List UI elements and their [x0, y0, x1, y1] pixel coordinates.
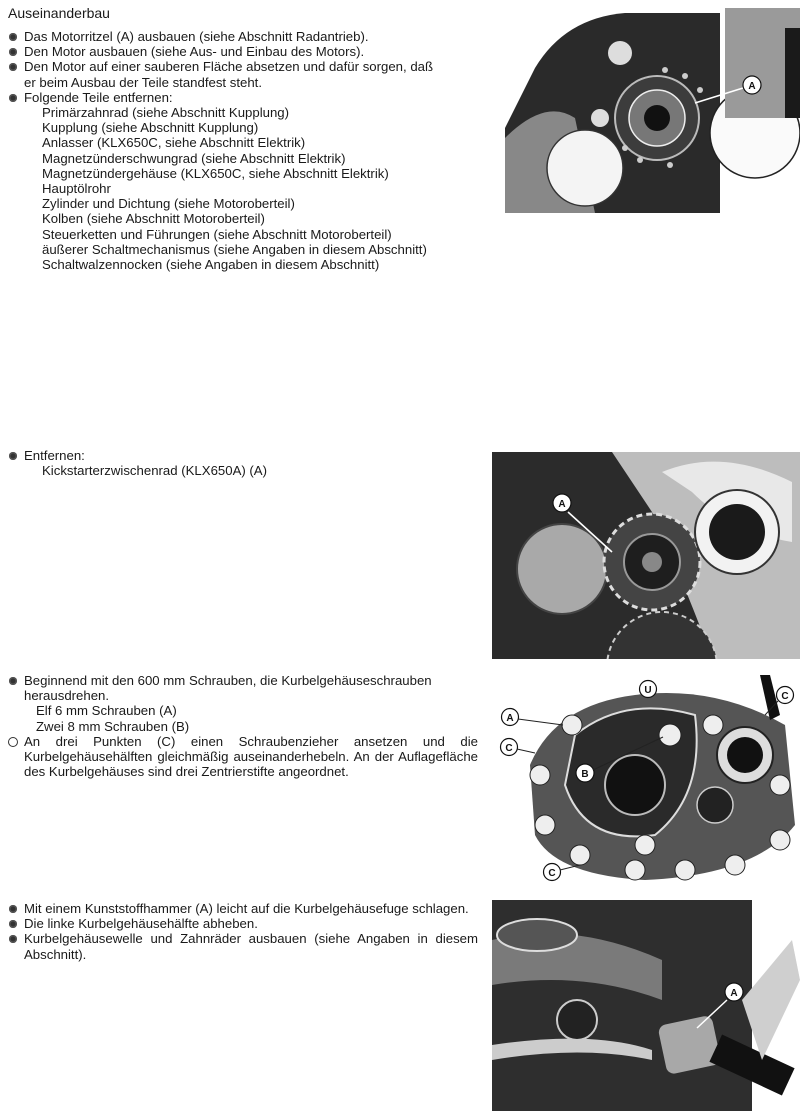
- figure-kickstarter-idler-gear: [492, 452, 800, 659]
- svg-text:C: C: [548, 868, 556, 879]
- part-item: Kickstarterzwischenrad (KLX650A) (A): [42, 463, 267, 479]
- part-item: Steuerketten und Führungen (siehe Abschnitt Motoroberteil): [42, 226, 392, 242]
- svg-text:C: C: [781, 691, 789, 702]
- figure-engine-sprocket: [505, 8, 800, 213]
- part-item: äußerer Schaltmechanismus (siehe Angaben in diesem Abschnitt): [42, 241, 427, 257]
- part-item: Primärzahnrad (siehe Abschnitt Kupplung): [42, 105, 290, 121]
- step-bullet: Folgende Teile entfernen:: [8, 90, 478, 105]
- step-bullet: Mit einem Kunststoffhammer (A) leicht auf die Kurbelgehäusefuge schlagen.: [8, 901, 478, 916]
- figure-plastic-hammer: [492, 900, 800, 1111]
- svg-text:C: C: [505, 743, 513, 754]
- step-continuation: er beim Ausbau der Teile standfest steht.: [24, 74, 263, 90]
- screw-item: Zwei 8 mm Schrauben (B): [36, 718, 190, 734]
- callout-c: [501, 739, 518, 756]
- svg-text:A: A: [506, 713, 514, 724]
- callout-u: [640, 681, 657, 698]
- section-disassembly-steps: [8, 29, 478, 272]
- part-item: Schaltwalzennocken (siehe Angaben in diesem Abschnitt): [42, 257, 380, 273]
- step-bullet: Beginnend mit den 600 mm Schrauben, die Kurbelgehäuseschrauben: [8, 673, 478, 688]
- svg-text:U: U: [644, 685, 652, 696]
- callout-a: [553, 494, 571, 512]
- svg-text:A: A: [730, 988, 738, 999]
- step-bullet: Kurbelgehäusewelle und Zahnräder ausbauen (siehe Angaben in diesem Abschnitt).: [8, 931, 478, 961]
- section-heading: Auseinanderbau: [8, 5, 110, 21]
- callout-b: [576, 764, 594, 782]
- svg-text:A: A: [558, 499, 566, 510]
- part-item: Magnetzündergehäuse (KLX650C, siehe Abschnitt Elektrik): [42, 165, 389, 181]
- callout-a: [725, 983, 743, 1001]
- part-item: Kupplung (siehe Abschnitt Kupplung): [42, 120, 259, 136]
- callout-c: [777, 687, 794, 704]
- callout-a: [502, 709, 519, 726]
- svg-text:A: A: [748, 81, 756, 92]
- step-bullet: Den Motor ausbauen (siehe Aus- und Einbau des Motors).: [8, 44, 478, 59]
- note-item: An drei Punkten (C) einen Schraubenzieher ansetzen und die Kurbelgehäusehälften gleichmäßig auseinanderhebeln. An der Auflagefläche des Kurbelgehäuses sind drei Zentrierstifte angeordnet.: [8, 734, 478, 780]
- section-separate-crankcase: [8, 901, 478, 962]
- part-item: Zylinder und Dichtung (siehe Motoroberteil): [42, 196, 295, 212]
- callout-c: [544, 864, 561, 881]
- step-bullet: Die linke Kurbelgehäusehälfte abheben.: [8, 916, 478, 931]
- step-bullet: Entfernen:: [8, 448, 478, 463]
- figure-crankcase-screws: [495, 675, 800, 890]
- part-item: Magnetzünderschwungrad (siehe Abschnitt Elektrik): [42, 150, 346, 166]
- svg-text:B: B: [581, 769, 589, 780]
- part-item: Kolben (siehe Abschnitt Motoroberteil): [42, 211, 265, 227]
- screw-item: Elf 6 mm Schrauben (A): [36, 703, 177, 719]
- part-item: Hauptölrohr: [42, 181, 111, 197]
- part-item: Anlasser (KLX650C, siehe Abschnitt Elektrik): [42, 135, 306, 151]
- section-remove-kickstarter: [8, 448, 478, 478]
- step-continuation: herausdrehen.: [24, 688, 110, 704]
- step-bullet: Das Motorritzel (A) ausbauen (siehe Abschnitt Radantrieb).: [8, 29, 478, 44]
- section-crankcase-screws: [8, 673, 478, 779]
- step-bullet: Den Motor auf einer sauberen Fläche absetzen und dafür sorgen, daß: [8, 59, 478, 74]
- callout-a: [743, 76, 761, 94]
